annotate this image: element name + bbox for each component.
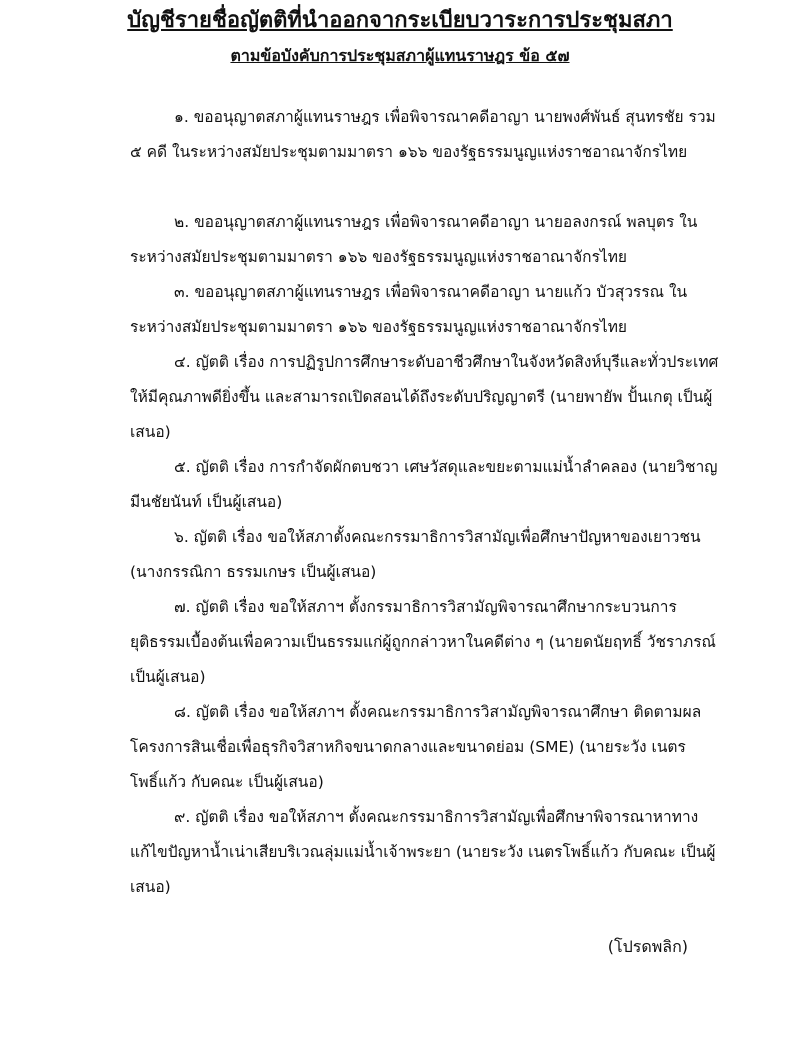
document-subtitle: ตามข้อบังคับการประชุมสภาผู้แทนราษฎร ข้อ ๕๗ — [230, 46, 570, 65]
list-item-text: ๙. ญัตติ เรื่อง ขอให้สภาฯ ตั้งคณะกรรมาธิการวิสามัญเพื่อศึกษาพิจารณาหาทางแก้ไขปัญหาน้ำเน่าเสียบริเวณลุ่มแม่น้ำเจ้าพระยา (นายระวัง เนตรโพธิ์แก้ว กับคณะ เป็นผู้เสนอ) — [130, 808, 716, 896]
list-item-text: ๒. ขออนุญาตสภาผู้แทนราษฎร เพื่อพิจารณาคดีอาญา นายอลงกรณ์ พลบุตร ในระหว่างสมัยประชุมตามมาตรา ๑๖๖ ของรัฐธรรมนูญแห่งราชอาณาจักรไทย — [130, 213, 698, 266]
list-item-text: ๔. ญัตติ เรื่อง การปฏิรูปการศึกษาระดับอาชีวศึกษาในจังหวัดสิงห์บุรีและทั่วประเทศให้มีคุณภาพดียิ่งขึ้น และสามารถเปิดสอนได้ถึงระดับปริญญาตรี (นายพายัพ ปั้นเกตุ เป็นผู้เสนอ) — [130, 353, 719, 441]
list-item-text: ๗. ญัตติ เรื่อง ขอให้สภาฯ ตั้งกรรมาธิการวิสามัญพิจารณาศึกษากระบวนการยุติธรรมเบื้องต้นเพื่อความเป็นธรรมแก่ผู้ถูกกล่าวหาในคดีต่าง ๆ (นายดนัยฤทธิ์ วัชราภรณ์ เป็นผู้เสนอ) — [130, 598, 716, 686]
list-item — [130, 345, 720, 450]
list-item — [130, 800, 720, 905]
list-item — [130, 100, 720, 170]
list-item — [130, 520, 720, 590]
list-item-text: ๕. ญัตติ เรื่อง การกำจัดผักตบชวา เศษวัสดุและขยะตามแม่น้ำลำคลอง (นายวิชาญ มีนชัยนันท์ เป็นผู้เสนอ) — [130, 458, 718, 511]
list-item-text: ๑. ขออนุญาตสภาผู้แทนราษฎร เพื่อพิจารณาคดีอาญา นายพงศ์พันธ์ สุนทรชัย รวม ๕ คดี ในระหว่างสมัยประชุมตามมาตรา ๑๖๖ ของรัฐธรรมนูญแห่งราชอาณาจักรไทย — [130, 108, 716, 161]
list-item-text: ๖. ญัตติ เรื่อง ขอให้สภาตั้งคณะกรรมาธิการวิสามัญเพื่อศึกษาปัญหาของเยาวชน (นางกรรณิกา ธรรมเกษร เป็นผู้เสนอ) — [130, 528, 701, 581]
list-item — [130, 205, 720, 275]
document-title: บัญชีรายชื่อญัตติที่นำออกจากระเบียบวาระการประชุมสภา — [127, 8, 673, 33]
list-item-text: ๓. ขออนุญาตสภาผู้แทนราษฎร เพื่อพิจารณาคดีอาญา นายแก้ว บัวสุวรรณ ในระหว่างสมัยประชุมตามมาตรา ๑๖๖ ของรัฐธรรมนูญแห่งราชอาณาจักรไทย — [130, 283, 688, 336]
list-item-text: ๘. ญัตติ เรื่อง ขอให้สภาฯ ตั้งคณะกรรมาธิการวิสามัญพิจารณาศึกษา ติดตามผลโครงการสินเชื่อเพื่อธุรกิจวิสาหกิจขนาดกลางและขนาดย่อม (SME) (นายระวัง เนตรโพธิ์แก้ว กับคณะ เป็นผู้เสนอ) — [130, 703, 702, 791]
list-item — [130, 450, 720, 520]
please-turn-over-note: (โปรดพลิก) — [607, 937, 688, 956]
list-item — [130, 695, 720, 800]
list-item — [130, 275, 720, 345]
list-item — [130, 590, 720, 695]
